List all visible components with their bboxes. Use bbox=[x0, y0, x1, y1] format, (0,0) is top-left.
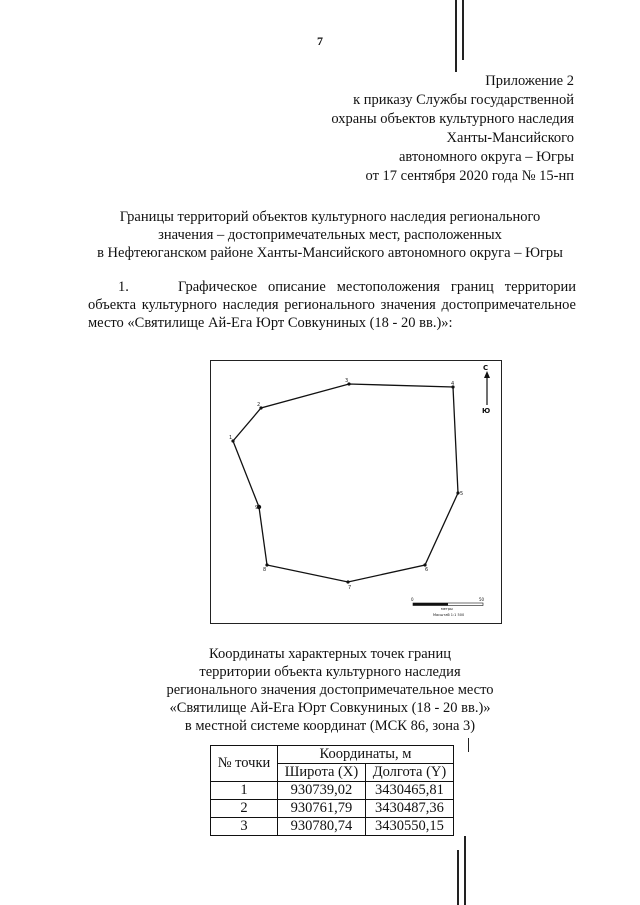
section-number: 1. bbox=[118, 279, 129, 295]
scale-bar bbox=[413, 603, 483, 606]
coords-title-line: в местной системе координат (МСК 86, зона 3) bbox=[184, 718, 476, 734]
cell-point-number: 3 bbox=[211, 818, 278, 836]
header-coordinates: Координаты, м bbox=[278, 746, 454, 764]
scale-text: Масштаб 1:1 500 bbox=[433, 613, 465, 617]
scale-start-label: 0 bbox=[411, 597, 414, 602]
point-label: 5 bbox=[460, 491, 464, 497]
cell-point-number: 1 bbox=[211, 782, 278, 800]
compass-north-label: С bbox=[483, 364, 489, 372]
section-text: Графическое описание местоположения границ территории объекта культурного наследия регионального значения достопримечательное место «Святилище Ай-Ега Юрт Совкуниных (18 - 20 вв.)»: bbox=[88, 279, 576, 331]
appendix-line: Ханты-Мансийского bbox=[446, 130, 574, 146]
cell-latitude: 930739,02 bbox=[278, 782, 366, 800]
coordinates-table bbox=[210, 745, 454, 836]
point-label: 8 bbox=[263, 567, 267, 573]
point-label: 3 bbox=[345, 378, 349, 384]
cell-longitude: 3430487,36 bbox=[365, 800, 453, 818]
table-row bbox=[211, 782, 454, 800]
boundary-plan-svg bbox=[211, 361, 501, 623]
cell-point-number: 2 bbox=[211, 800, 278, 818]
coords-title-line: Координаты характерных точек границ bbox=[209, 646, 451, 662]
coords-title-line: «Святилище Ай-Ега Юрт Совкуниных (18 - 20 вв.)» bbox=[169, 700, 491, 716]
cell-longitude: 3430550,15 bbox=[365, 818, 453, 836]
coords-title-line: регионального значения достопримечательное место bbox=[166, 682, 494, 698]
boundary-polygon bbox=[233, 384, 458, 582]
scan-mark-right bbox=[468, 738, 469, 752]
scan-mark-top-2 bbox=[462, 0, 464, 60]
appendix-line: Приложение 2 bbox=[485, 73, 574, 89]
page-number: 7 bbox=[317, 34, 323, 48]
title-line: в Нефтеюганском районе Ханты-Мансийского автономного округа – Югры bbox=[97, 245, 563, 261]
header-latitude: Широта (X) bbox=[278, 764, 366, 782]
table-row bbox=[211, 818, 454, 836]
compass-arrow-icon bbox=[484, 371, 490, 405]
coordinates-title bbox=[60, 645, 600, 735]
appendix-line: к приказу Службы государственной bbox=[353, 92, 574, 108]
compass-south-label: Ю bbox=[482, 407, 491, 415]
point-label: 4 bbox=[451, 381, 455, 387]
table-header-row bbox=[211, 746, 454, 764]
boundary-plan bbox=[210, 360, 502, 624]
scan-mark-bottom bbox=[457, 850, 459, 905]
point-label: 6 bbox=[425, 567, 429, 573]
header-longitude: Долгота (Y) bbox=[365, 764, 453, 782]
appendix-line: от 17 сентября 2020 года № 15-нп bbox=[365, 168, 574, 184]
appendix-line: охраны объектов культурного наследия bbox=[331, 111, 574, 127]
coords-title-line: территории объекта культурного наследия bbox=[199, 664, 461, 680]
appendix-header bbox=[244, 72, 574, 186]
boundary-point bbox=[346, 580, 349, 583]
cell-longitude: 3430465,81 bbox=[365, 782, 453, 800]
document-title bbox=[60, 208, 600, 262]
point-label: 9 bbox=[255, 505, 259, 511]
title-line: значения – достопримечательных мест, расположенных bbox=[158, 227, 502, 243]
table-row bbox=[211, 800, 454, 818]
header-point-number: № точки bbox=[211, 746, 278, 782]
appendix-line: автономного округа – Югры bbox=[398, 149, 574, 165]
cell-latitude: 930761,79 bbox=[278, 800, 366, 818]
section-1-paragraph bbox=[88, 278, 576, 332]
scale-end-label: 50 bbox=[479, 597, 485, 602]
point-label: 2 bbox=[257, 402, 261, 408]
point-label: 1 bbox=[229, 435, 233, 441]
scale-unit-label: метры bbox=[441, 607, 453, 611]
scan-mark-bottom-2 bbox=[464, 836, 466, 905]
point-label: 7 bbox=[348, 585, 352, 591]
cell-latitude: 930780,74 bbox=[278, 818, 366, 836]
title-line: Границы территорий объектов культурного наследия регионального bbox=[119, 209, 541, 225]
